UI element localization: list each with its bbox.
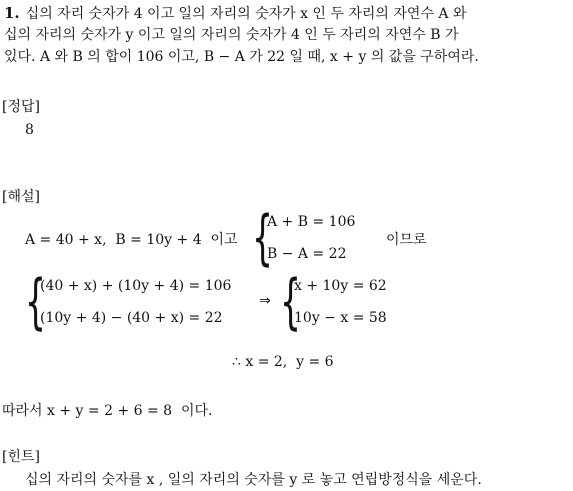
- system-brace-2: {: [25, 267, 47, 337]
- problem-line-1: 십의 자리 숫자가 4 이고 일의 자리의 숫자가 x 인 두 자리의 자연수 A 와: [25, 6, 467, 22]
- problem-line: [4, 2, 567, 24]
- system3-eq2: 10y − x = 58: [294, 310, 387, 326]
- hint-heading: [힌트]: [2, 449, 40, 465]
- explanation-line-1-suffix: 이므로: [386, 232, 427, 248]
- system2-eq2: (10y + 4) − (40 + x) = 22: [40, 310, 223, 326]
- system3-eq1: x + 10y = 62: [294, 278, 387, 294]
- answer-heading: [정답]: [2, 99, 40, 115]
- system-brace-1: {: [252, 203, 274, 273]
- conclusion-line: 따라서 x + y = 2 + 6 = 8 이다.: [2, 403, 213, 419]
- explanation-line-1: A = 40 + x, B = 10y + 4 이고: [25, 232, 238, 248]
- problem-line-2: 십의 자리의 숫자가 y 이고 일의 자리의 숫자가 4 인 두 자리의 자연수 B 가: [4, 27, 459, 43]
- implies-arrow: ⇒: [259, 293, 271, 309]
- answer-value: 8: [25, 122, 34, 138]
- problem-block: [4, 2, 567, 68]
- system2-eq1: (40 + x) + (10y + 4) = 106: [40, 278, 232, 294]
- explanation-heading: [해설]: [2, 189, 40, 205]
- system1-eq2: B − A = 22: [267, 246, 347, 262]
- system-brace-3: {: [280, 267, 302, 337]
- system1-eq1: A + B = 106: [267, 214, 356, 230]
- problem-line-3: 있다. A 와 B 의 합이 106 이고, B − A 가 22 일 때, x + y 의 값을 구하여라.: [4, 49, 479, 65]
- problem-number: 1.: [4, 4, 20, 22]
- hint-text: 십의 자리의 숫자를 x , 일의 자리의 숫자를 y 로 놓고 연립방정식을 세운다.: [25, 472, 482, 488]
- result-line: ∴ x = 2, y = 6: [232, 354, 334, 370]
